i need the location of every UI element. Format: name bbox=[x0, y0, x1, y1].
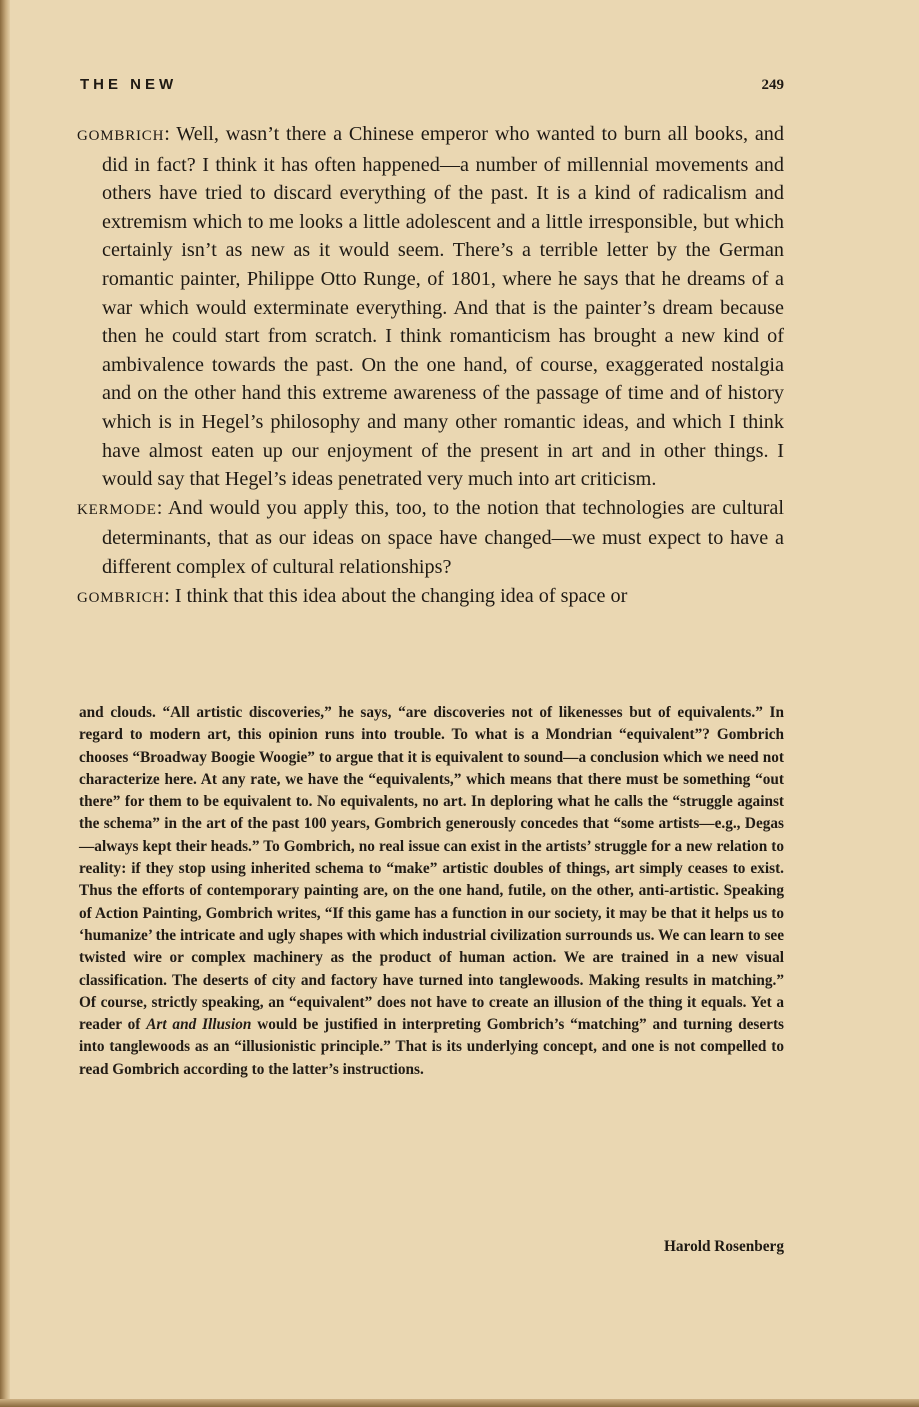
speech-text: And would you apply this, too, to the notion that technologies are cultural determinants, that as our ideas on space have changed—we must expect to have a different complex of cultural relationships? bbox=[102, 496, 784, 578]
footnote-block bbox=[79, 702, 784, 1081]
speech-kermode-1: KERMODE: And would you apply this, too, to the notion that technologies are cultural determinants, that as our ideas on space have changed—we must expect to have a different complex of cultural relationships? bbox=[77, 496, 784, 578]
footnote-text-end: would be justified in interpreting Gombrich’s “matching” and turning deserts into tanglewoods as an “illusionistic principle.” That is its underlying concept, and one is not compelled to read Gombrich according to the latter’s instructions. bbox=[79, 1016, 784, 1078]
page-header bbox=[80, 76, 784, 94]
speaker-label: GOMBRICH bbox=[77, 128, 165, 144]
speaker-label: KERMODE bbox=[77, 501, 157, 518]
speech-gombrich-1: GOMBRICH: Well, wasn’t there a Chinese emperor who wanted to burn all books, and did in fact? I think it has often happened—a number of millennial movements and others have tried to discard everything of the past. It is a kind of radicalism and extremism which to me looks a little adolescent and a little irresponsible, but which certainly isn’t as new as it would seem. There’s a terrible letter by the German romantic painter, Philippe Otto Runge, of 1801, where he says that he dreams of a war which would exterminate everything. And that is the painter’s dream because then he could start from scratch. I think romanticism has brought a new kind of ambivalence towards the past. On the one hand, of course, exaggerated nostalgia and on the other hand this extreme awareness of the passage of time and of history which is in Hegel’s philosophy and many other romantic ideas, and which I think have almost eaten up our enjoyment of the present in art and in other things. I would say that Hegel’s ideas penetrated very much into art criticism. bbox=[77, 123, 784, 491]
book-title: Art and Illusion bbox=[146, 1016, 252, 1034]
footnote-signature: Harold Rosenberg bbox=[664, 1238, 784, 1255]
footnote-paragraph bbox=[79, 702, 784, 1081]
speech-text: I think that this idea about the changing idea of space or bbox=[174, 584, 628, 607]
footnote-text-start: and clouds. “All artistic discoveries,” he says, “are discoveries not of likenesses but of equivalents.” In regard to modern art, this opinion runs into trouble. To what is a Mondrian “equivalent”? Gombrich chooses “Broadway Boogie Woogie” to argue that it is equivalent to sound—a conclusion which we need not characterize here. At any rate, we have the “equivalents,” which means that there must be something “out there” for them to be equivalent to. No equivalents, no art. In deploring what he calls the “struggle against the schema” in the art of the past 100 years, Gombrich generously concedes that “some artists—e.g., Degas—always kept their heads.” To Gombrich, no real issue can exist in the artists’ struggle for a new relation to reality: if they stop using inherited schema to “make” artistic doubles of things, art simply ceases to exist. Thus the efforts of contemporary painting are, on the one hand, futile, on the other, anti-artistic. Speaking of Action Painting, Gombrich writes, “If this game has a function in our society, it may be that it helps us to ‘humanize’ the intricate and ugly shapes with which industrial civilization surrounds us. We can learn to see twisted wire or complex machinery as the product of human action. We are trained in a new visual classification. The deserts of city and factory have turned into tanglewoods. Making results in matching.” Of course, strictly speaking, an “equivalent” does not have to create an illusion of the thing it equals. Yet a reader of bbox=[79, 704, 784, 1034]
speaker-label: GOMBRICH bbox=[77, 589, 165, 606]
speech-text: Well, wasn’t there a Chinese emperor who wanted to burn all books, and did in fact? I think it has often happened—a number of millennial movements and others have tried to discard everything of the past. It is a kind of radicalism and extremism which to me looks a little adolescent and a little irresponsible, but which certainly isn’t as new as it would seem. There’s a terrible letter by the German romantic painter, Philippe Otto Runge, of 1801, where he says that he dreams of a war which would exterminate everything. And that is the painter’s dream because then he could start from scratch. I think romanticism has brought a new kind of ambivalence towards the past. On the one hand, of course, exaggerated nostalgia and on the other hand this extreme awareness of the passage of time and of history which is in Hegel’s philosophy and many other romantic ideas, and which I think have almost eaten up our enjoyment of the present in art and in other things. I would say that Hegel’s ideas penetrated very much into art criticism. bbox=[102, 123, 784, 491]
book-spine-shadow bbox=[0, 0, 10, 1407]
page-number: 249 bbox=[761, 77, 784, 93]
page-bottom-edge bbox=[0, 1399, 919, 1407]
running-head: THE NEW bbox=[80, 76, 178, 93]
speech-gombrich-2: GOMBRICH: I think that this idea about the changing idea of space or bbox=[77, 584, 628, 607]
interview-dialogue bbox=[77, 120, 784, 612]
